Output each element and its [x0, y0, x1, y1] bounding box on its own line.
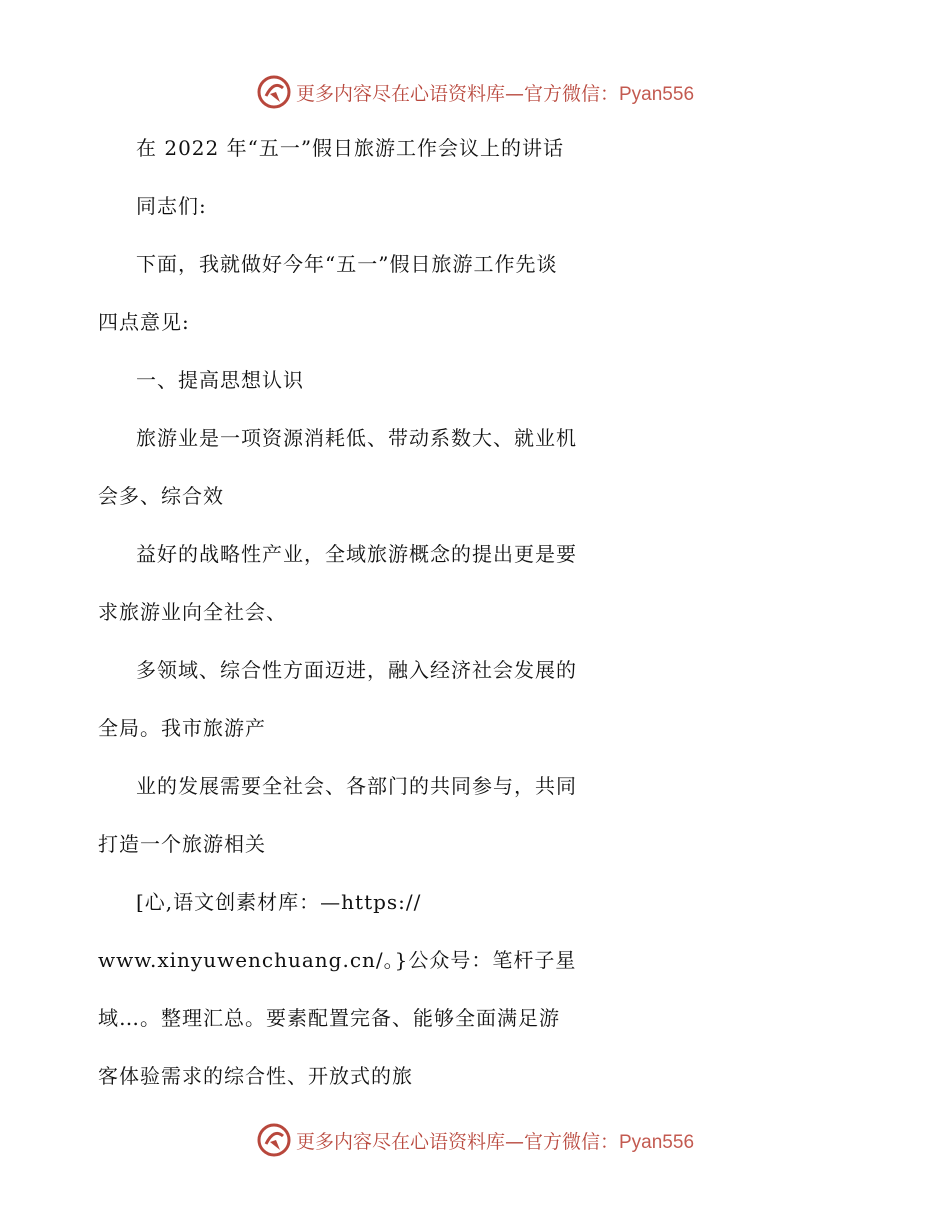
- text-line: 客体验需求的综合性、开放式的旅: [98, 1064, 413, 1088]
- logo-icon: [256, 74, 292, 110]
- text-line: 域…。整理汇总。要素配置完备、能够全面满足游: [98, 1006, 560, 1030]
- text-line: www.xinyuwenchuang.cn/。}公众号：笔杆子星: [98, 948, 577, 972]
- logo-icon: [256, 1122, 292, 1158]
- text-line: 全局。我市旅游产: [98, 716, 266, 740]
- section-heading: 一、提高思想认识: [136, 368, 304, 392]
- speech-title: 在 2022 年“五一”假日旅游工作会议上的讲话: [136, 136, 565, 160]
- text-line: 会多、综合效: [98, 484, 224, 508]
- text-line: 旅游业是一项资源消耗低、带动系数大、就业机: [136, 426, 577, 450]
- text-line: 下面，我就做好今年“五一”假日旅游工作先谈: [136, 252, 558, 276]
- text-line: [心,语文创素材库：—https://: [136, 890, 422, 914]
- salutation: 同志们:: [136, 194, 207, 218]
- footer-watermark: [0, 1120, 950, 1160]
- text-line: 求旅游业向全社会、: [98, 600, 287, 624]
- text-line: 多领域、综合性方面迈进，融入经济社会发展的: [136, 658, 577, 682]
- watermark-text: 更多内容尽在心语资料库—官方微信：Pyan556: [295, 1130, 695, 1153]
- text-line: 业的发展需要全社会、各部门的共同参与，共同: [136, 774, 577, 798]
- text-line: 益好的战略性产业，全域旅游概念的提出更是要: [136, 542, 577, 566]
- text-line: 四点意见:: [98, 310, 190, 334]
- header-watermark: [0, 72, 950, 112]
- text-line: 打造一个旅游相关: [98, 832, 266, 856]
- watermark-text: 更多内容尽在心语资料库—官方微信：Pyan556: [295, 82, 695, 105]
